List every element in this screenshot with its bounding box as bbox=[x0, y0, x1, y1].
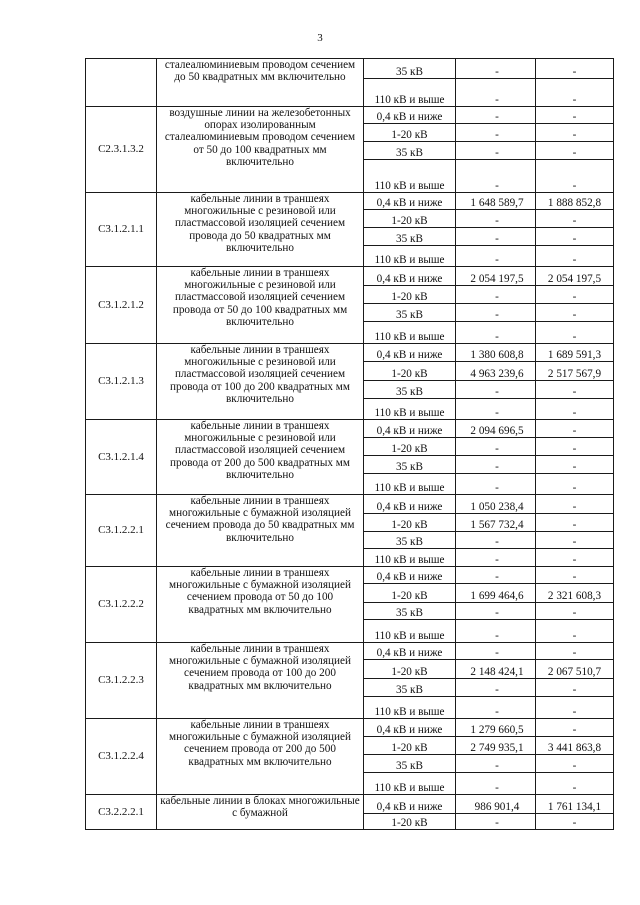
voltage-cell: 0,4 кВ и ниже bbox=[364, 719, 456, 737]
value-cell: - bbox=[536, 514, 614, 532]
voltage-cell: 35 кВ bbox=[364, 381, 456, 399]
value-cell: - bbox=[456, 679, 536, 697]
row-description: кабельные линии в траншеях многожильные с бумажной изоляцией сечением провода до 50 квадратных мм включительно bbox=[157, 495, 364, 567]
value-cell: - bbox=[456, 755, 536, 773]
row-code: С3.1.2.2.2 bbox=[86, 567, 157, 643]
value-cell: - bbox=[536, 322, 614, 344]
value-cell: - bbox=[456, 59, 536, 79]
value-cell: 1 689 591,3 bbox=[536, 344, 614, 362]
voltage-cell: 110 кВ и выше bbox=[364, 697, 456, 719]
value-cell: - bbox=[456, 643, 536, 660]
value-cell: - bbox=[536, 474, 614, 495]
row-description: кабельные линии в траншеях многожильные с резиновой или пластмассовой изоляцией сечением провода от 100 до 200 квадратных мм включительно bbox=[157, 344, 364, 420]
value-cell: - bbox=[456, 474, 536, 495]
value-cell: - bbox=[536, 107, 614, 124]
voltage-cell: 35 кВ bbox=[364, 679, 456, 697]
voltage-cell: 1-20 кВ bbox=[364, 438, 456, 456]
voltage-cell: 35 кВ bbox=[364, 456, 456, 474]
row-code: С3.1.2.2.1 bbox=[86, 495, 157, 567]
row-description: кабельные линии в траншеях многожильные с бумажной изоляцией сечением провода от 100 до 200 квадратных мм включительно bbox=[157, 643, 364, 719]
value-cell: 2 054 197,5 bbox=[536, 267, 614, 286]
value-cell: - bbox=[456, 567, 536, 584]
value-cell: 1 699 464,6 bbox=[456, 584, 536, 603]
value-cell: - bbox=[536, 773, 614, 795]
value-cell: - bbox=[456, 79, 536, 107]
voltage-cell: 0,4 кВ и ниже bbox=[364, 567, 456, 584]
voltage-cell: 1-20 кВ bbox=[364, 814, 456, 830]
table-row bbox=[86, 643, 614, 660]
voltage-cell: 1-20 кВ bbox=[364, 286, 456, 304]
value-cell: - bbox=[456, 160, 536, 193]
value-cell: 2 517 567,9 bbox=[536, 362, 614, 381]
value-cell: - bbox=[536, 567, 614, 584]
row-code: С3.1.2.1.4 bbox=[86, 420, 157, 495]
value-cell: 1 761 134,1 bbox=[536, 795, 614, 814]
voltage-cell: 110 кВ и выше bbox=[364, 160, 456, 193]
value-cell: - bbox=[456, 107, 536, 124]
voltage-cell: 110 кВ и выше bbox=[364, 79, 456, 107]
value-cell: - bbox=[536, 246, 614, 267]
voltage-cell: 110 кВ и выше bbox=[364, 246, 456, 267]
table-row bbox=[86, 267, 614, 286]
value-cell: - bbox=[536, 399, 614, 420]
voltage-cell: 0,4 кВ и ниже bbox=[364, 643, 456, 660]
voltage-cell: 0,4 кВ и ниже bbox=[364, 344, 456, 362]
voltage-cell: 1-20 кВ bbox=[364, 124, 456, 142]
value-cell: - bbox=[536, 549, 614, 567]
table-row bbox=[86, 193, 614, 210]
value-cell: - bbox=[536, 532, 614, 549]
value-cell: - bbox=[456, 603, 536, 620]
value-cell: - bbox=[536, 228, 614, 246]
value-cell: 1 050 238,4 bbox=[456, 495, 536, 514]
voltage-cell: 35 кВ bbox=[364, 142, 456, 160]
value-cell: - bbox=[456, 532, 536, 549]
voltage-cell: 0,4 кВ и ниже bbox=[364, 420, 456, 438]
value-cell: 1 567 732,4 bbox=[456, 514, 536, 532]
row-description: кабельные линии в траншеях многожильные с резиновой или пластмассовой изоляцией сечением провода до 50 квадратных мм включительно bbox=[157, 193, 364, 267]
value-cell: 1 888 852,8 bbox=[536, 193, 614, 210]
value-cell: - bbox=[456, 438, 536, 456]
row-description: воздушные линии на железобетонных опорах изолированным сталеалюминиевым проводом сечением от 50 до 100 квадратных мм включительно bbox=[157, 107, 364, 193]
voltage-cell: 1-20 кВ bbox=[364, 584, 456, 603]
voltage-cell: 110 кВ и выше bbox=[364, 620, 456, 643]
value-cell: 1 648 589,7 bbox=[456, 193, 536, 210]
value-cell: - bbox=[536, 679, 614, 697]
voltage-cell: 110 кВ и выше bbox=[364, 399, 456, 420]
voltage-cell: 1-20 кВ bbox=[364, 660, 456, 679]
value-cell: 2 094 696,5 bbox=[456, 420, 536, 438]
value-cell: - bbox=[536, 304, 614, 322]
value-cell: - bbox=[456, 304, 536, 322]
value-cell: - bbox=[536, 438, 614, 456]
table-body bbox=[86, 59, 614, 830]
value-cell: - bbox=[456, 381, 536, 399]
value-cell: - bbox=[456, 399, 536, 420]
row-description: кабельные линии в траншеях многожильные с резиновой или пластмассовой изоляцией сечением провода от 50 до 100 квадратных мм включительно bbox=[157, 267, 364, 344]
value-cell: - bbox=[536, 814, 614, 830]
value-cell: 986 901,4 bbox=[456, 795, 536, 814]
value-cell: - bbox=[536, 124, 614, 142]
value-cell: - bbox=[536, 210, 614, 228]
value-cell: - bbox=[536, 643, 614, 660]
voltage-cell: 35 кВ bbox=[364, 228, 456, 246]
row-code: С3.1.2.1.1 bbox=[86, 193, 157, 267]
value-cell: - bbox=[456, 773, 536, 795]
table-row bbox=[86, 567, 614, 584]
value-cell: - bbox=[536, 755, 614, 773]
value-cell: - bbox=[456, 814, 536, 830]
table-row bbox=[86, 495, 614, 514]
value-cell: - bbox=[536, 603, 614, 620]
value-cell: - bbox=[536, 59, 614, 79]
voltage-cell: 0,4 кВ и ниже bbox=[364, 107, 456, 124]
voltage-cell: 110 кВ и выше bbox=[364, 322, 456, 344]
row-description: кабельные линии в траншеях многожильные с бумажной изоляцией сечением провода от 50 до 100 квадратных мм включительно bbox=[157, 567, 364, 643]
value-cell: - bbox=[456, 456, 536, 474]
voltage-cell: 110 кВ и выше bbox=[364, 773, 456, 795]
voltage-cell: 35 кВ bbox=[364, 532, 456, 549]
value-cell: - bbox=[456, 142, 536, 160]
value-cell: 2 148 424,1 bbox=[456, 660, 536, 679]
voltage-cell: 0,4 кВ и ниже bbox=[364, 795, 456, 814]
value-cell: - bbox=[456, 246, 536, 267]
value-cell: - bbox=[536, 142, 614, 160]
voltage-cell: 35 кВ bbox=[364, 603, 456, 620]
voltage-cell: 35 кВ bbox=[364, 304, 456, 322]
voltage-cell: 110 кВ и выше bbox=[364, 549, 456, 567]
table-row bbox=[86, 59, 614, 79]
value-cell: - bbox=[536, 620, 614, 643]
value-cell: - bbox=[536, 79, 614, 107]
row-description: кабельные линии в блоках многожильные с бумажной bbox=[157, 795, 364, 830]
value-cell: - bbox=[536, 495, 614, 514]
value-cell: 4 963 239,6 bbox=[456, 362, 536, 381]
voltage-cell: 35 кВ bbox=[364, 755, 456, 773]
value-cell: - bbox=[536, 160, 614, 193]
row-code: С3.1.2.1.2 bbox=[86, 267, 157, 344]
row-code: С3.2.2.2.1 bbox=[86, 795, 157, 830]
value-cell: - bbox=[536, 381, 614, 399]
row-description: кабельные линии в траншеях многожильные с бумажной изоляцией сечением провода от 200 до 500 квадратных мм включительно bbox=[157, 719, 364, 795]
voltage-cell: 1-20 кВ bbox=[364, 737, 456, 755]
row-code bbox=[86, 59, 157, 107]
value-cell: - bbox=[456, 620, 536, 643]
value-cell: 2 067 510,7 bbox=[536, 660, 614, 679]
table-row bbox=[86, 719, 614, 737]
voltage-cell: 1-20 кВ bbox=[364, 514, 456, 532]
voltage-cell: 35 кВ bbox=[364, 59, 456, 79]
value-cell: - bbox=[536, 697, 614, 719]
value-cell: 1 279 660,5 bbox=[456, 719, 536, 737]
value-cell: - bbox=[456, 697, 536, 719]
table-row bbox=[86, 344, 614, 362]
value-cell: - bbox=[536, 420, 614, 438]
value-cell: - bbox=[456, 228, 536, 246]
table-row bbox=[86, 795, 614, 814]
row-description: кабельные линии в траншеях многожильные с резиновой или пластмассовой изоляцией сечением провода от 200 до 500 квадратных мм включительно bbox=[157, 420, 364, 495]
voltage-cell: 1-20 кВ bbox=[364, 210, 456, 228]
value-cell: - bbox=[456, 210, 536, 228]
voltage-cell: 1-20 кВ bbox=[364, 362, 456, 381]
value-cell: - bbox=[536, 456, 614, 474]
row-code: С3.1.2.2.4 bbox=[86, 719, 157, 795]
row-code: С3.1.2.1.3 bbox=[86, 344, 157, 420]
voltage-cell: 0,4 кВ и ниже bbox=[364, 495, 456, 514]
row-code: С3.1.2.2.3 bbox=[86, 643, 157, 719]
value-cell: - bbox=[456, 549, 536, 567]
value-cell: 2 749 935,1 bbox=[456, 737, 536, 755]
page-number: 3 bbox=[317, 32, 323, 44]
voltage-cell: 110 кВ и выше bbox=[364, 474, 456, 495]
voltage-cell: 0,4 кВ и ниже bbox=[364, 267, 456, 286]
voltage-cell: 0,4 кВ и ниже bbox=[364, 193, 456, 210]
row-description: сталеалюминиевым проводом сечением до 50 квадратных мм включительно bbox=[157, 59, 364, 107]
value-cell: - bbox=[456, 286, 536, 304]
row-code: С2.3.1.3.2 bbox=[86, 107, 157, 193]
value-cell: 3 441 863,8 bbox=[536, 737, 614, 755]
value-cell: - bbox=[536, 286, 614, 304]
table-row bbox=[86, 107, 614, 124]
value-cell: 2 321 608,3 bbox=[536, 584, 614, 603]
value-cell: 1 380 608,8 bbox=[456, 344, 536, 362]
value-cell: - bbox=[456, 124, 536, 142]
tariff-table bbox=[85, 58, 614, 830]
value-cell: - bbox=[456, 322, 536, 344]
value-cell: 2 054 197,5 bbox=[456, 267, 536, 286]
value-cell: - bbox=[536, 719, 614, 737]
table-row bbox=[86, 420, 614, 438]
